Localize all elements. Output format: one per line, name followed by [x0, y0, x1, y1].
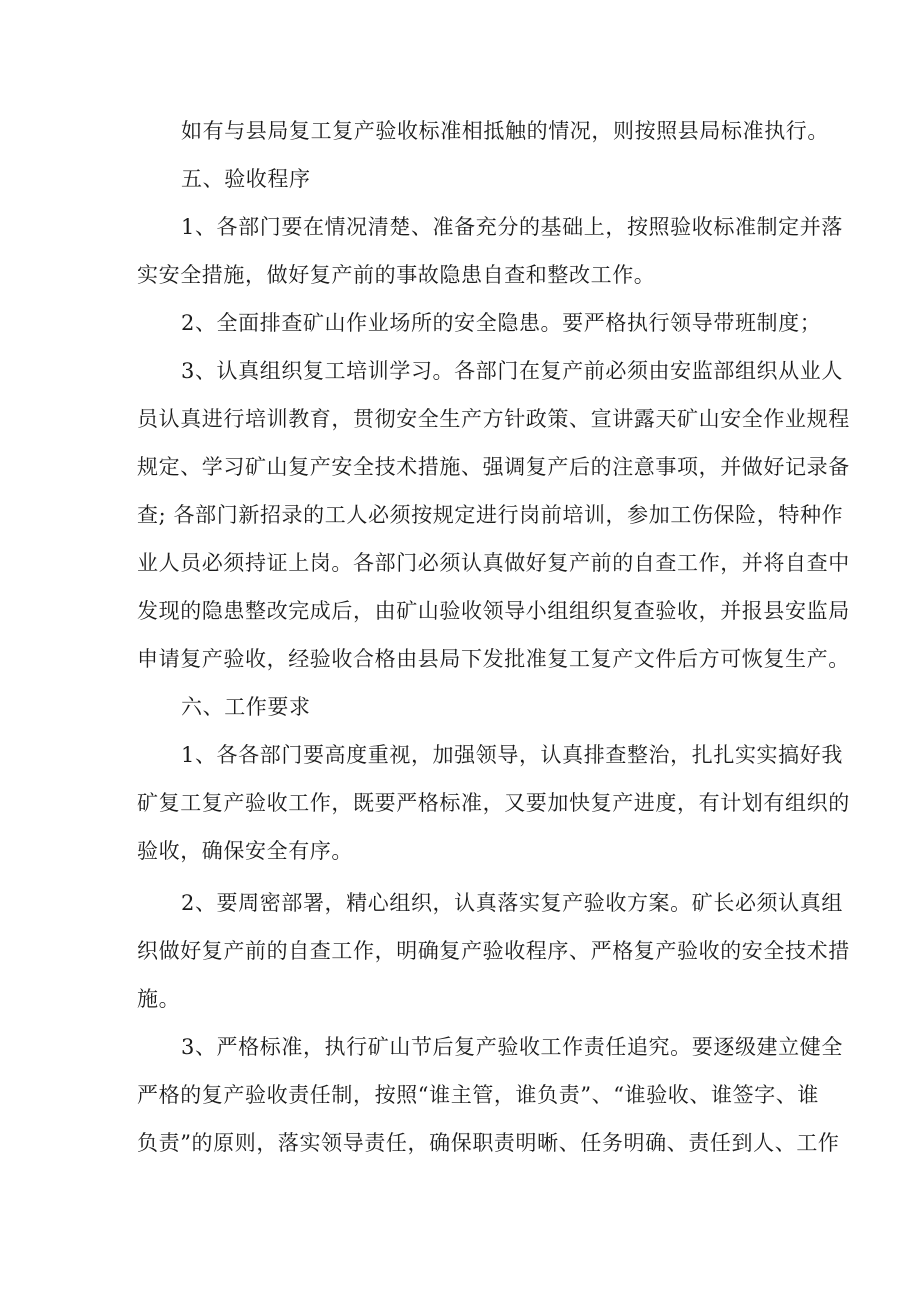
text-line: 施。: [137, 987, 181, 1011]
text-line: 发现的隐患整改完成后，由矿山验收领导小组组织复查验收，并报县安监局: [137, 599, 850, 623]
text-line: 1、各各部门要高度重视，加强领导，认真排查整治，扎扎实实搞好我: [181, 743, 843, 767]
text-line: 严格的复产验收责任制，按照“谁主管，谁负责”、“谁验收、谁签字、谁: [137, 1083, 820, 1107]
text-line: 验收，确保安全有序。: [137, 839, 353, 863]
text-line: 2、全面排查矿山作业场所的安全隐患。要严格执行领导带班制度；: [181, 311, 822, 335]
text-line: 六、工作要求: [181, 695, 311, 719]
text-line: 负责”的原则，落实领导责任，确保职责明晰、任务明确、责任到人、工作: [137, 1131, 840, 1155]
paragraph: [137, 203, 843, 299]
text-line: 1、各部门要在情况清楚、准备充分的基础上，按照验收标准制定并落: [181, 215, 843, 239]
text-line: 五、验收程序: [181, 167, 311, 191]
paragraph: [137, 299, 822, 347]
section-heading: [137, 683, 797, 731]
document-page: [137, 107, 850, 1167]
text-line: 矿复工复产验收工作，既要严格标准，又要加快复产进度，有计划有组织的: [137, 791, 850, 815]
text-line: 实安全措施，做好复产前的事故隐患自查和整改工作。: [137, 263, 656, 287]
text-line: 规定、学习矿山复产安全技术措施、强调复产后的注意事项，并做好记录备: [137, 455, 850, 479]
paragraph: [137, 347, 850, 683]
text-line: 织做好复产前的自查工作，明确复产验收程序、严格复产验收的安全技术措: [137, 939, 850, 963]
text-line: 2、要周密部署，精心组织，认真落实复产验收方案。矿长必须认真组: [181, 891, 843, 915]
section-heading: [137, 155, 797, 203]
paragraph: [137, 731, 850, 875]
text-line: 业人员必须持证上岗。各部门必须认真做好复产前的自查工作，并将自查中: [137, 551, 850, 575]
text-line: 员认真进行培训教育，贯彻安全生产方针政策、宣讲露天矿山安全作业规程: [137, 407, 850, 431]
text-line: 查; 各部门新招录的工人必须按规定进行岗前培训，参加工伤保险，特种作: [137, 503, 844, 527]
paragraph: [137, 1023, 843, 1167]
text-line: 申请复产验收，经验收合格由县局下发批准复工复产文件后方可恢复生产。: [137, 647, 850, 671]
paragraph: [137, 107, 829, 155]
text-line: 3、认真组织复工培训学习。各部门在复产前必须由安监部组织从业人: [181, 359, 843, 383]
paragraph: [137, 879, 850, 1023]
text-line: 3、严格标准，执行矿山节后复产验收工作责任追究。要逐级建立健全: [181, 1035, 843, 1059]
text-line: 如有与县局复工复产验收标准相抵触的情况，则按照县局标准执行。: [181, 119, 829, 143]
